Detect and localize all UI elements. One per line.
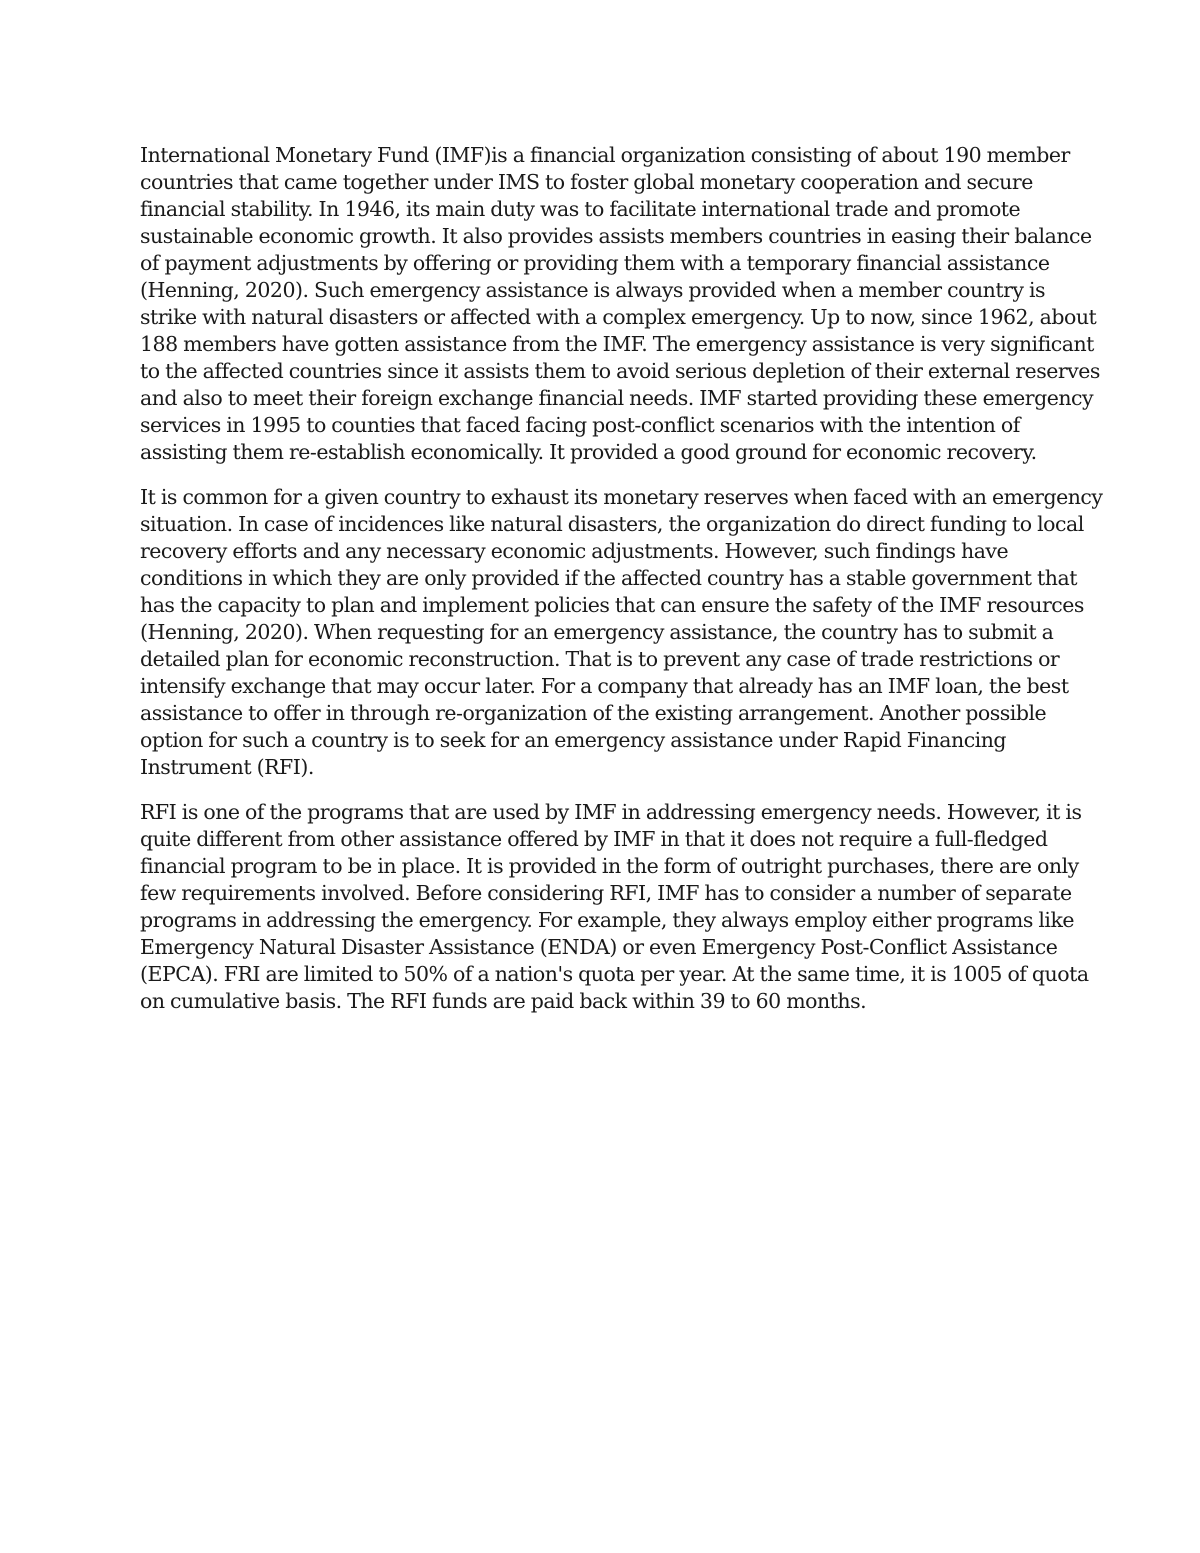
text-line: Emergency Natural Disaster Assistance (ENDA) or even Emergency Post-Conflict Assistance: [140, 935, 1058, 959]
text-line: to the affected countries since it assists them to avoid serious depletion of their external reserves: [140, 359, 1100, 383]
text-line: It is common for a given country to exhaust its monetary reserves when faced with an emergency: [140, 485, 1103, 509]
text-line: assisting them re-establish economically. It provided a good ground for economic recovery.: [140, 440, 1037, 464]
text-line: sustainable economic growth. It also provides assists members countries in easing their balance: [140, 224, 1092, 248]
paragraph-rfi: [140, 799, 1089, 1015]
text-line: International Monetary Fund (IMF)is a financial organization consisting of about 190 member: [140, 143, 1070, 167]
text-line: intensify exchange that may occur later. For a company that already has an IMF loan, the best: [140, 674, 1069, 698]
text-line: on cumulative basis. The RFI funds are paid back within 39 to 60 months.: [140, 989, 867, 1013]
text-line: strike with natural disasters or affected with a complex emergency. Up to now, since 1962, about: [140, 305, 1097, 329]
text-line: of payment adjustments by offering or providing them with a temporary financial assistance: [140, 251, 1050, 275]
text-line: countries that came together under IMS to foster global monetary cooperation and secure: [140, 170, 1033, 194]
text-line: conditions in which they are only provided if the affected country has a stable government that: [140, 566, 1077, 590]
text-line: option for such a country is to seek for an emergency assistance under Rapid Financing: [140, 728, 1007, 752]
text-line: situation. In case of incidences like natural disasters, the organization do direct funding to local: [140, 512, 1084, 536]
text-line: has the capacity to plan and implement policies that can ensure the safety of the IMF resources: [140, 593, 1084, 617]
text-line: programs in addressing the emergency. For example, they always employ either programs like: [140, 908, 1075, 932]
paragraph-emergency-funding: [140, 484, 1103, 781]
text-line: detailed plan for economic reconstruction. That is to prevent any case of trade restrictions or: [140, 647, 1060, 671]
text-line: (EPCA). FRI are limited to 50% of a nation's quota per year. At the same time, it is 1005 of quota: [140, 962, 1089, 986]
text-line: (Henning, 2020). When requesting for an emergency assistance, the country has to submit a: [140, 620, 1054, 644]
paragraph-imf-overview: [140, 142, 1100, 466]
document-body: [140, 142, 1103, 1033]
text-line: financial stability. In 1946, its main duty was to facilitate international trade and promote: [140, 197, 1021, 221]
text-line: Instrument (RFI).: [140, 755, 314, 779]
text-line: quite different from other assistance offered by IMF in that it does not require a full-fledged: [140, 827, 1048, 851]
text-line: few requirements involved. Before considering RFI, IMF has to consider a number of separate: [140, 881, 1072, 905]
text-line: and also to meet their foreign exchange financial needs. IMF started providing these emergency: [140, 386, 1094, 410]
text-line: 188 members have gotten assistance from the IMF. The emergency assistance is very significant: [140, 332, 1094, 356]
text-line: financial program to be in place. It is provided in the form of outright purchases, there are only: [140, 854, 1079, 878]
text-line: services in 1995 to counties that faced facing post-conflict scenarios with the intention of: [140, 413, 1020, 437]
text-line: assistance to offer in through re-organization of the existing arrangement. Another possible: [140, 701, 1047, 725]
text-line: RFI is one of the programs that are used by IMF in addressing emergency needs. However, it is: [140, 800, 1082, 824]
text-line: (Henning, 2020). Such emergency assistance is always provided when a member country is: [140, 278, 1046, 302]
text-line: recovery efforts and any necessary economic adjustments. However, such findings have: [140, 539, 1009, 563]
